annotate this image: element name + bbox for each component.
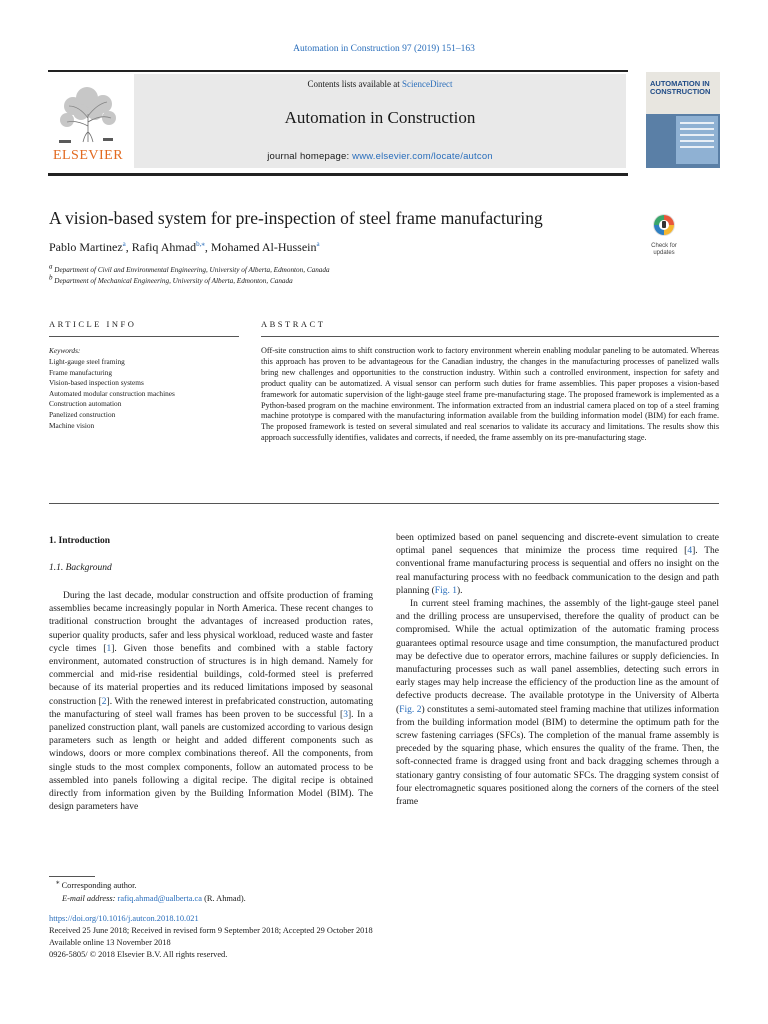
footnote-corresponding <box>56 878 137 890</box>
citation-link[interactable]: 4 <box>687 546 693 557</box>
journal-citation-link[interactable]: Automation in Construction 97 (2019) 151–163 <box>293 44 475 54</box>
email-suffix: (R. Ahmad). <box>204 894 246 903</box>
text-run: been optimized based on panel sequencing and discrete-event simulation to create optimal panel sequences that minimize the process time required [ <box>396 533 719 557</box>
keyword-item: Construction automation <box>49 399 122 409</box>
intro-left-column <box>49 590 373 814</box>
citation-link[interactable]: 2 <box>101 696 107 707</box>
email-link[interactable]: rafiq.ahmad@ualberta.ca <box>117 894 202 903</box>
header-top-rule <box>48 70 628 72</box>
doi-link[interactable]: https://doi.org/10.1016/j.autcon.2018.10.021 <box>49 914 199 923</box>
author-affil-mark[interactable]: b,⁎ <box>196 240 205 248</box>
homepage-prefix: journal homepage: <box>267 151 350 162</box>
author-affil-mark[interactable]: a <box>316 240 320 248</box>
affiliation-b <box>49 273 293 285</box>
contents-prefix: Contents lists available at <box>307 79 400 89</box>
contents-availability <box>134 79 626 89</box>
abstract-rule <box>261 336 719 337</box>
journal-title: Automation in Construction <box>284 108 476 127</box>
keyword-item: Machine vision <box>49 420 95 430</box>
author-affil-mark[interactable]: a <box>122 240 126 248</box>
keywords-label: Keywords: <box>49 346 81 355</box>
check-for-updates-badge[interactable] <box>646 212 682 256</box>
copyright: 0926-5805/ © 2018 Elsevier B.V. All rights reserved. <box>49 950 228 959</box>
abstract-bottom-rule <box>49 503 719 504</box>
affil-text: Department of Mechanical Engineering, University of Alberta, Edmonton, Canada <box>54 277 293 285</box>
check-updates-icon <box>646 212 682 238</box>
abstract-heading: ABSTRACT <box>261 319 326 329</box>
journal-homepage <box>134 151 626 162</box>
paragraph <box>396 598 719 809</box>
text-run: ]. In a panelized construction plant, wall panels are customized according to various design parameters such as length or height and added different components such as windows, doors or more complex combinations thereof. All the components, from single studs to the most complex components, follow an automated process to be assembled into panels following a digital recipe. The digital recipe is obtained directly from information given by the Building Information Model (BIM). The design parameters have <box>49 709 373 813</box>
author-separator: , <box>125 240 132 254</box>
header-bottom-rule <box>48 173 628 176</box>
text-run: During the last decade, modular construction and offsite production of framing assemblies became increasingly popular in North America. These recent changes to traditional construction brought the advantages of increased production rates, superior quality products, safer and less physical workload, reduced waste and faster cycle times [ <box>49 591 373 654</box>
footnote-email <box>62 894 246 903</box>
author-list <box>49 240 320 255</box>
citation-link[interactable]: 1 <box>106 643 112 654</box>
text-run: ) constitutes a semi-automated steel framing machine that utilizes information from the building information model (BIM) to determine the optimum path for the screw fastening carriages (SFCs). The completion of the manual frame assembly is preceded by the squaring phase, which ensures the quality of the frame. Then, the soft-connected frame is dragged using front and back dragging schemes through a stationary gantry consisting of four automatic SFCs. The dragging system consist of four electromagnetic squares positioned along the corners of the corners of the steel frame <box>396 704 719 808</box>
keyword-item: Vision-based inspection systems <box>49 378 144 388</box>
article-info-heading: ARTICLE INFO <box>49 319 137 329</box>
homepage-link[interactable]: www.elsevier.com/locate/autcon <box>352 151 493 162</box>
received-dates: Received 25 June 2018; Received in revised form 9 September 2018; Accepted 29 October 2018 <box>49 926 373 935</box>
paragraph <box>49 590 373 814</box>
elsevier-wordmark: ELSEVIER <box>52 148 124 163</box>
text-run: ]. Given those benefits and combined with a stable factory environment, automated construction of structures is in high demand. Namely for commercial and mid-rise residential buildings, cold-formed steel is preferred because of its material properties and its reduced limitations imposed by seasonal construction [ <box>49 643 373 707</box>
keyword-item: Light-gauge steel framing <box>49 357 125 366</box>
keyword-item: Frame manufacturing <box>49 367 113 377</box>
paper-title: A vision-based system for pre-inspection of steel frame manufacturing <box>49 208 543 228</box>
author-name[interactable]: Pablo Martinez <box>49 240 123 254</box>
footnote-mark: ⁎ <box>56 878 60 887</box>
intro-right-column <box>396 532 719 809</box>
keywords-list <box>49 357 239 431</box>
subsection-heading-background: 1.1. Background <box>49 563 112 573</box>
text-run: ]. The conventional frame manufacturing process is sequential and offers no insight on the real manufacturing process with no feedback communication to the design and path planning ( <box>396 546 720 596</box>
affil-mark: b <box>49 273 53 282</box>
author-name[interactable]: Mohamed Al-Hussein <box>210 240 317 254</box>
author-name[interactable]: Rafiq Ahmad <box>131 240 197 254</box>
keyword-item: Automated modular construction machines <box>49 388 175 398</box>
figure-link[interactable]: Fig. 2 <box>399 704 422 715</box>
author-separator: , <box>204 240 211 254</box>
figure-link[interactable]: Fig. 1 <box>434 585 457 596</box>
article-info-rule <box>49 336 239 337</box>
abstract-text: Off-site construction aims to shift construction work to factory environment wherein enabling modular paneling to be automated. Whereas this approach has proven to be advantageous for the Canadian industry, the changes in the manufacturing processes of panelized walls bring new challenges and opportunities to the construction industry. Within such a controlled environment, inspection for safety and product quality can be automatized. A visual sensor can perform such duties for frame assemblies. This paper proposes a vision-based framework for automatic supervision of the light-gauge steel frame pre-manufacturing stage. The proposed framework is implemented as a Python-based program on the machine environment. The information extracted from an industrial camera placed on top of a steel framing machine prototype is compared with the manufacturing information available from the building information model (BIM) for each frame. The proposed framework is tested on several simulated and real scenarios to validate its accuracy and limitations. The results show this approach successfully identifies, validates and corrects, if needed, the frame assembly on its pre-manufacturing stage. <box>261 346 719 443</box>
text-run: ). <box>456 585 463 596</box>
sciencedirect-link[interactable]: ScienceDirect <box>402 79 453 89</box>
footnote-text: Corresponding author. <box>61 881 137 890</box>
journal-cover-thumbnail[interactable] <box>646 72 720 168</box>
available-online: Available online 13 November 2018 <box>49 938 171 947</box>
affil-mark: a <box>49 262 53 271</box>
affil-text: Department of Civil and Environmental Engineering, University of Alberta, Edmonton, Canada <box>54 266 330 274</box>
section-heading-introduction: 1. Introduction <box>49 536 111 546</box>
footnote-rule <box>49 876 95 877</box>
affiliation-a <box>49 262 330 274</box>
paragraph <box>396 532 719 598</box>
keyword-item: Panelized construction <box>49 409 116 419</box>
email-label: E-mail address: <box>62 894 116 903</box>
cover-title: AUTOMATION IN CONSTRUCTION <box>650 79 711 96</box>
text-run: ]. With the renewed interest in prefabricated construction, automating the manufacturing of steel wall frames has been proven to be successful [ <box>49 696 373 720</box>
text-run: In current steel framing machines, the assembly of the light-gauge steel panel and the drilling process are unsupervised, therefore the quality of product can be compromised. While the actual optimization of the automatic framing process guarantees optimal resource usage and time consumption, the manufactured product may be defective due to operator errors, machine failures or supply deficiencies. In manufacturing processes such as wall panel assemblies, detecting such errors in early stages may help increase the efficiency of the production line as the amount of defective products decrease. The available prototype in the University of Alberta ( <box>396 599 719 715</box>
check-updates-label: Check for updates <box>651 243 677 256</box>
citation-link[interactable]: 3 <box>343 709 348 720</box>
